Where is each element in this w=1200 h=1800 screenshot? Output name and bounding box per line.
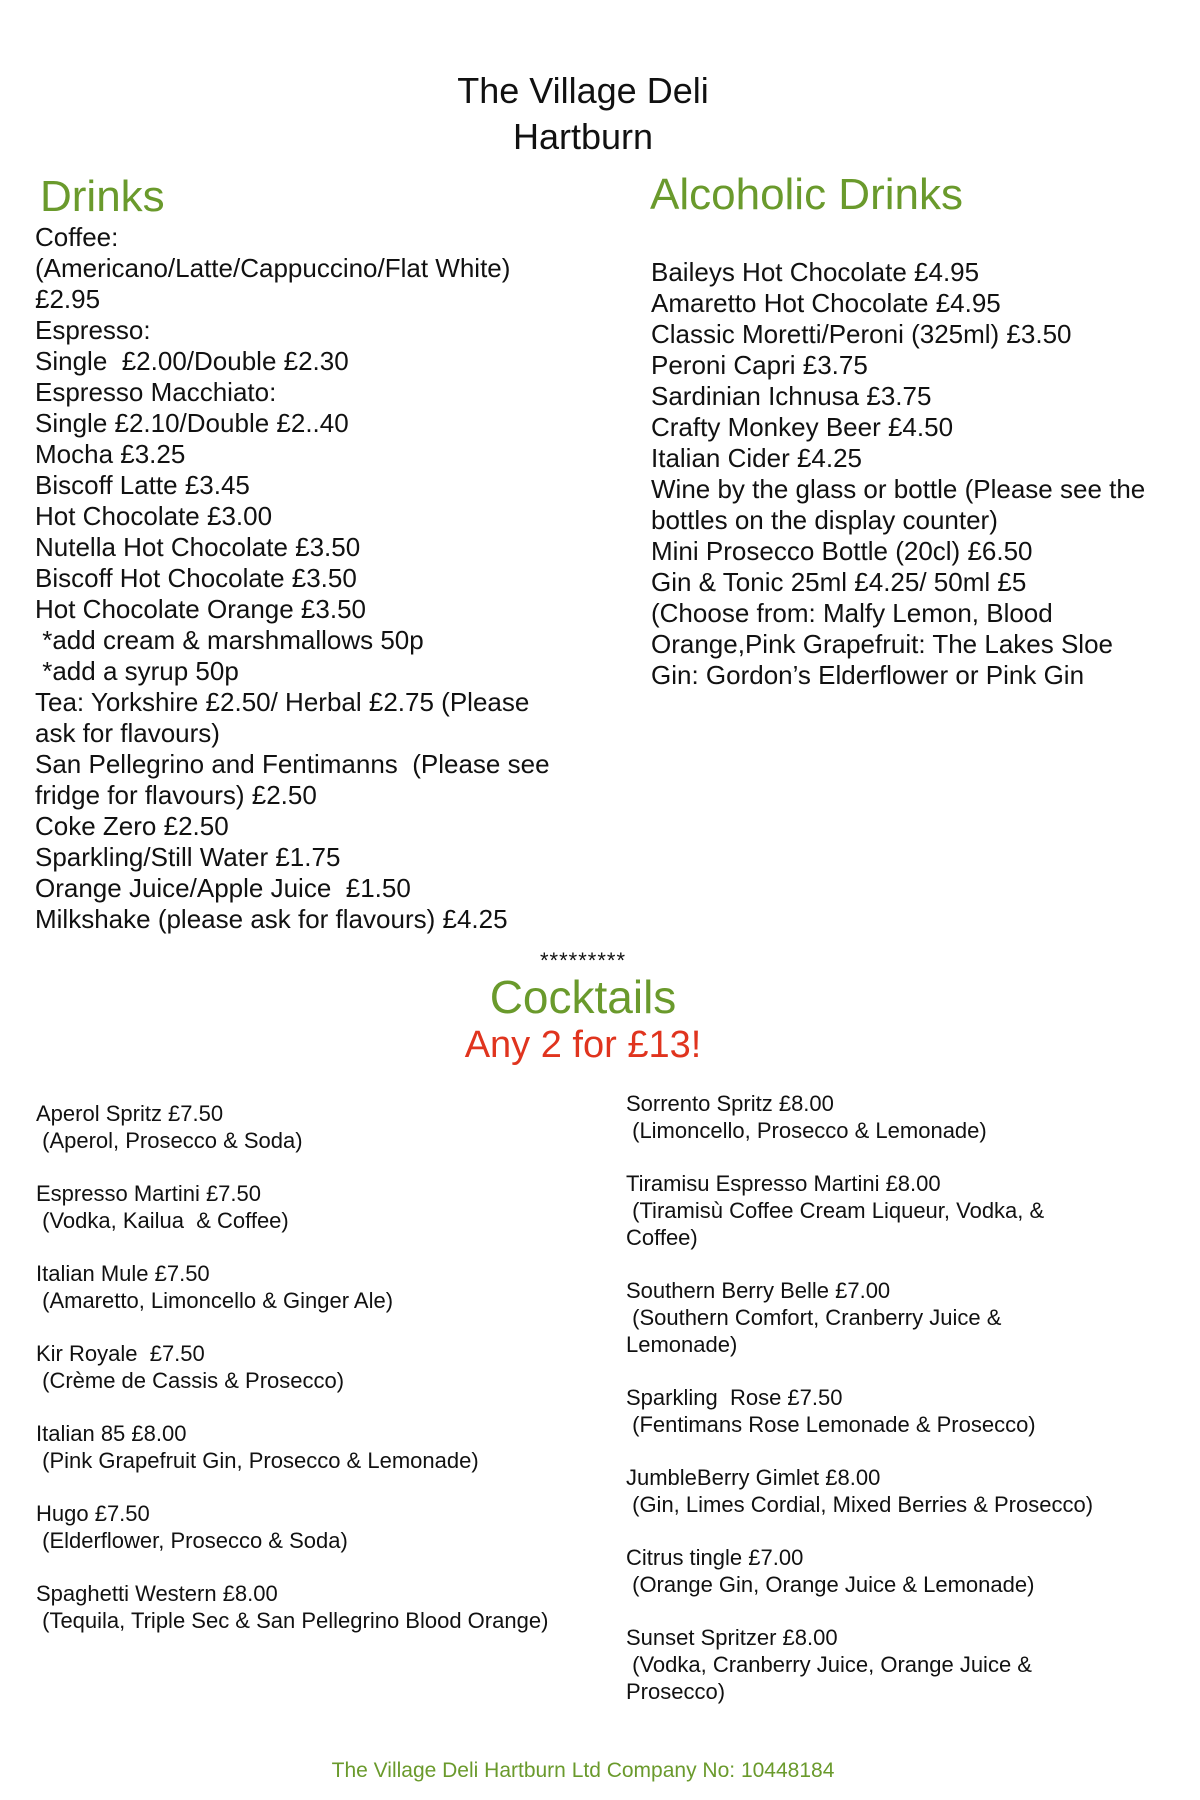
drink-line: Mocha £3.25 <box>35 439 186 469</box>
cocktail-item <box>626 1624 1093 1705</box>
alcoholic-drink-line: Wine by the glass or bottle (Please see the <box>651 474 1146 504</box>
cocktail-item <box>36 1420 548 1474</box>
cocktails-right-column <box>626 1090 1093 1705</box>
cocktail-ingredients: (Gin, Limes Cordial, Mixed Berries & Prosecco) <box>626 1492 1094 1517</box>
drink-line: Coke Zero £2.50 <box>35 811 229 841</box>
spacer <box>626 1598 1093 1624</box>
drink-line: ask for flavours) <box>35 718 220 748</box>
business-name: The Village Deli <box>457 70 709 111</box>
drink-line: Biscoff Hot Chocolate £3.50 <box>35 563 357 593</box>
cocktail-ingredients: (Limoncello, Prosecco & Lemonade) <box>626 1118 987 1143</box>
drink-line: Espresso Macchiato: <box>35 377 277 407</box>
cocktail-item <box>626 1544 1093 1598</box>
drink-line: (Americano/Latte/Cappuccino/Flat White) <box>35 253 511 283</box>
alcoholic-drink-line: (Choose from: Malfy Lemon, Blood <box>651 598 1053 628</box>
alcoholic-drink-line: Italian Cider £4.25 <box>651 443 863 473</box>
cocktail-ingredients: (Amaretto, Limoncello & Ginger Ale) <box>36 1288 394 1313</box>
drink-line: Tea: Yorkshire £2.50/ Herbal £2.75 (Please <box>35 687 530 717</box>
cocktail-item <box>36 1260 548 1314</box>
cocktail-name: Sunset Spritzer £8.00 <box>626 1625 838 1650</box>
drink-line: Hot Chocolate £3.00 <box>35 501 273 531</box>
cocktail-name: Italian Mule £7.50 <box>36 1261 210 1286</box>
alcoholic-drink-line: Peroni Capri £3.75 <box>651 350 868 380</box>
business-location: Hartburn <box>512 116 654 157</box>
cocktail-ingredients: Coffee) <box>626 1225 698 1250</box>
spacer <box>626 1438 1093 1464</box>
spacer <box>36 1234 548 1260</box>
drink-line: Biscoff Latte £3.45 <box>35 470 250 500</box>
alcoholic-drink-line: Sardinian Ichnusa £3.75 <box>651 381 932 411</box>
cocktails-heading: Cocktails <box>489 971 677 1023</box>
spacer <box>36 1314 548 1340</box>
cocktails-left-column <box>36 1100 548 1634</box>
alcoholic-drink-line: Orange,Pink Grapefruit: The Lakes Sloe <box>651 629 1113 659</box>
cocktail-ingredients: (Tequila, Triple Sec & San Pellegrino Blood Orange) <box>36 1608 549 1633</box>
cocktail-ingredients: Prosecco) <box>626 1679 726 1704</box>
cocktail-name: Spaghetti Western £8.00 <box>36 1581 278 1606</box>
cocktail-ingredients: (Orange Gin, Orange Juice & Lemonade) <box>626 1572 1035 1597</box>
alcoholic-drinks-heading: Alcoholic Drinks <box>650 170 963 219</box>
cocktail-item <box>626 1090 1093 1144</box>
alcoholic-drink-line: bottles on the display counter) <box>651 505 998 535</box>
drink-line: San Pellegrino and Fentimanns (Please see <box>35 749 550 779</box>
drink-line: *add a syrup 50p <box>35 656 239 686</box>
cocktail-ingredients: (Crème de Cassis & Prosecco) <box>36 1368 345 1393</box>
cocktail-ingredients: (Southern Comfort, Cranberry Juice & <box>626 1305 1002 1330</box>
cocktail-name: Citrus tingle £7.00 <box>626 1545 804 1570</box>
alcoholic-drink-line: Amaretto Hot Chocolate £4.95 <box>651 288 1001 318</box>
cocktail-ingredients: (Vodka, Kailua & Coffee) <box>36 1208 289 1233</box>
cocktail-item <box>36 1180 548 1234</box>
cocktail-name: JumbleBerry Gimlet £8.00 <box>626 1465 881 1490</box>
alcoholic-drink-line: Crafty Monkey Beer £4.50 <box>651 412 954 442</box>
drink-line: fridge for flavours) £2.50 <box>35 780 317 810</box>
cocktail-name: Hugo £7.50 <box>36 1501 150 1526</box>
cocktail-item <box>626 1277 1093 1358</box>
drink-line: £2.95 <box>35 284 101 314</box>
cocktail-name: Italian 85 £8.00 <box>36 1421 187 1446</box>
cocktail-name: Tiramisu Espresso Martini £8.00 <box>626 1171 941 1196</box>
spacer <box>626 1251 1093 1277</box>
drinks-heading: Drinks <box>40 172 165 221</box>
spacer <box>36 1554 548 1580</box>
cocktails-promo: Any 2 for £13! <box>464 1024 702 1066</box>
spacer <box>626 1358 1093 1384</box>
alcoholic-drinks-list <box>651 257 1145 691</box>
alcoholic-drink-line: Mini Prosecco Bottle (20cl) £6.50 <box>651 536 1033 566</box>
cocktail-name: Espresso Martini £7.50 <box>36 1181 261 1206</box>
cocktail-ingredients: (Vodka, Cranberry Juice, Orange Juice & <box>626 1652 1032 1677</box>
spacer <box>36 1154 548 1180</box>
cocktail-name: Sparkling Rose £7.50 <box>626 1385 843 1410</box>
cocktail-ingredients: (Fentimans Rose Lemonade & Prosecco) <box>626 1412 1036 1437</box>
cocktail-item <box>626 1170 1093 1251</box>
section-separator: ********* <box>539 948 627 973</box>
alcoholic-drink-line: Gin: Gordon’s Elderflower or Pink Gin <box>651 660 1085 690</box>
drink-line: Milkshake (please ask for flavours) £4.25 <box>35 904 508 934</box>
drinks-list <box>35 222 550 935</box>
spacer <box>626 1518 1093 1544</box>
cocktail-item <box>36 1580 548 1634</box>
menu-header <box>0 68 1166 160</box>
cocktail-name: Southern Berry Belle £7.00 <box>626 1278 891 1303</box>
drink-line: Nutella Hot Chocolate £3.50 <box>35 532 361 562</box>
drink-line: Orange Juice/Apple Juice £1.50 <box>35 873 411 903</box>
cocktail-name: Kir Royale £7.50 <box>36 1341 205 1366</box>
cocktail-ingredients: (Pink Grapefruit Gin, Prosecco & Lemonade) <box>36 1448 479 1473</box>
cocktail-item <box>626 1384 1093 1438</box>
drink-line: Single £2.00/Double £2.30 <box>35 346 349 376</box>
cocktail-ingredients: (Aperol, Prosecco & Soda) <box>36 1128 303 1153</box>
drink-line: Sparkling/Still Water £1.75 <box>35 842 341 872</box>
cocktail-item <box>36 1100 548 1154</box>
cocktail-name: Sorrento Spritz £8.00 <box>626 1091 834 1116</box>
cocktail-item <box>36 1340 548 1394</box>
cocktail-ingredients: (Elderflower, Prosecco & Soda) <box>36 1528 348 1553</box>
spacer <box>36 1394 548 1420</box>
spacer <box>36 1474 548 1500</box>
cocktail-item <box>36 1500 548 1554</box>
cocktail-ingredients: (Tiramisù Coffee Cream Liqueur, Vodka, & <box>626 1198 1045 1223</box>
cocktail-name: Aperol Spritz £7.50 <box>36 1101 224 1126</box>
drink-line: *add cream & marshmallows 50p <box>35 625 424 655</box>
alcoholic-drink-line: Classic Moretti/Peroni (325ml) £3.50 <box>651 319 1072 349</box>
drink-line: Espresso: <box>35 315 151 345</box>
alcoholic-drink-line: Baileys Hot Chocolate £4.95 <box>651 257 980 287</box>
alcoholic-drink-line: Gin & Tonic 25ml £4.25/ 50ml £5 <box>651 567 1027 597</box>
drink-line: Single £2.10/Double £2..40 <box>35 408 349 438</box>
spacer <box>626 1144 1093 1170</box>
cocktail-ingredients: Lemonade) <box>626 1332 738 1357</box>
drink-line: Coffee: <box>35 222 119 252</box>
drink-line: Hot Chocolate Orange £3.50 <box>35 594 366 624</box>
cocktail-item <box>626 1464 1093 1518</box>
company-footer: The Village Deli Hartburn Ltd Company No: 10448184 <box>331 1759 835 1782</box>
